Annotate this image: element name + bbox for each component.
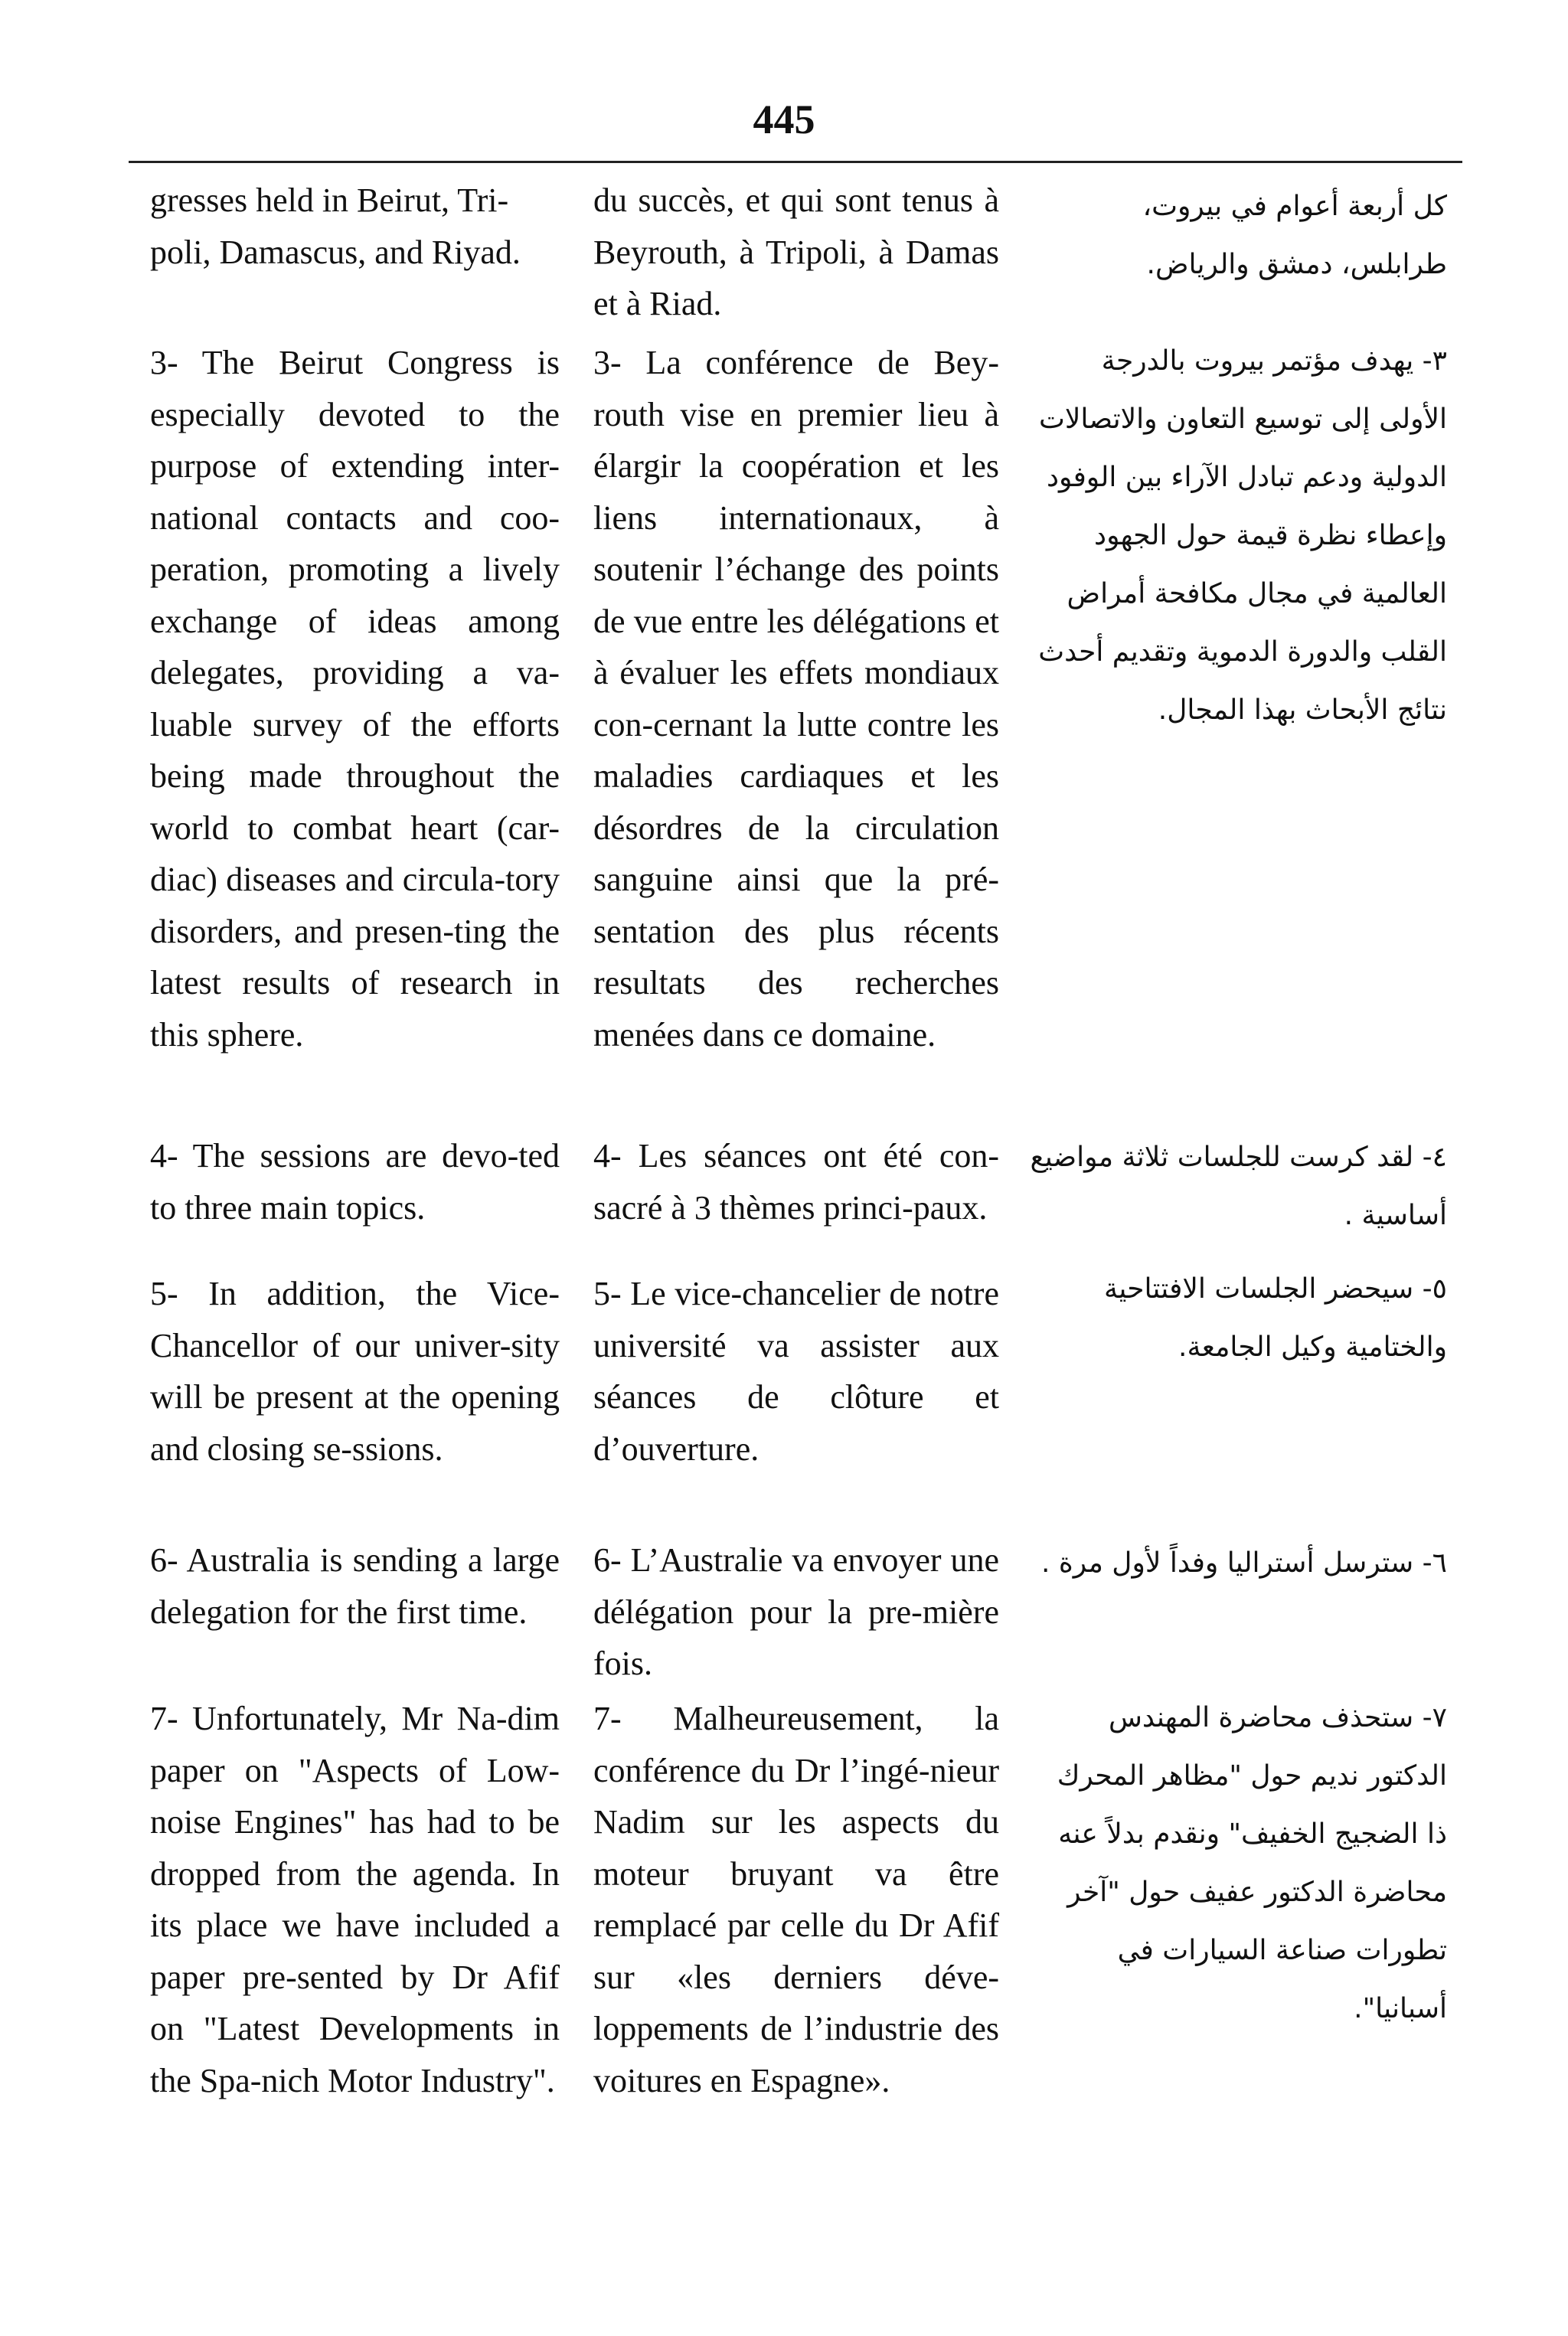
english-paragraph-5 (150, 1268, 560, 1475)
paragraph-text: ٣- يهدف مؤتمر بيروت بالدرجة الأولى إلى توسيع التعاون والاتصالات الدولية ودعم تبادل الآراء بين الوفود وإعطاء نظرة قيمة حول الجهود العالمية في مجال مكافحة أمراض القلب والدورة الدموية وتقديم أحدث نتائج الأبحاث بهذا المجال. (1038, 345, 1447, 726)
english-paragraph-4 (150, 1130, 560, 1233)
english-paragraph-continuation (150, 175, 560, 278)
paragraph-text: ٤- لقد كرست للجلسات ثلاثة مواضيع أساسية . (1030, 1142, 1447, 1231)
paragraph-text: 6- L’Australie va envoyer une délégation pour la pre-mière fois. (593, 1541, 999, 1682)
paragraph-text: 3- The Beirut Congress is especially devoted to the purpose of extending inter-national contacts and coo-peration, promoting a lively exchange of ideas among delegates, providing a va-luable survey of the efforts being made throughout the world to combat heart (car-diac) diseases and circula-tory disorders, and presen-ting the latest results of research in this sphere. (150, 344, 560, 1054)
paragraph-text: 7- Unfortunately, Mr Na-dim paper on "Aspects of Low-noise Engines" has had to be dropped from the agenda. In its place we have included a paper pre-sented by Dr Afif on "Latest Developments in the Spa-nich Motor Industry". (150, 1700, 560, 2099)
paragraph-text: 4- The sessions are devo-ted to three main topics. (150, 1137, 560, 1227)
french-paragraph-continuation (593, 175, 999, 330)
paragraph-text: كل أربعة أعوام في بيروت، طرابلس، دمشق والرياض. (1142, 191, 1447, 280)
arabic-paragraph-continuation (1030, 178, 1447, 294)
paragraph-text: gresses held in Beirut, Tri- poli, Damascus, and Riyad. (150, 181, 521, 271)
arabic-paragraph-3 (1030, 332, 1447, 740)
arabic-paragraph-6 (1030, 1534, 1447, 1593)
english-paragraph-3 (150, 337, 560, 1060)
french-paragraph-3 (593, 337, 999, 1060)
paragraph-text: ٥- سيحضر الجلسات الافتتاحية والختامية وكيل الجامعة. (1104, 1273, 1447, 1363)
french-paragraph-5 (593, 1268, 999, 1475)
paragraph-text: 5- In addition, the Vice-Chancellor of our univer-sity will be present at the opening and closing se-ssions. (150, 1275, 560, 1468)
paragraph-text: 4- Les séances ont été con-sacré à 3 thèmes princi-paux. (593, 1137, 999, 1227)
arabic-paragraph-7 (1030, 1689, 1447, 2038)
paragraph-text: ٧- ستحذف محاضرة المهندس الدكتور نديم حول "مظاهر المحرك ذا الضجيج الخفيف" ونقدم بدلاً عنه محاضرة الدكتور عفيف حول "آخر تطورات صناعة السيارات في أسبانيا". (1057, 1702, 1447, 2024)
french-paragraph-6 (593, 1534, 999, 1690)
paragraph-text: ٦- سترسل أستراليا وفداً لأول مرة . (1040, 1547, 1447, 1579)
arabic-paragraph-4 (1030, 1129, 1447, 1245)
english-paragraph-6 (150, 1534, 560, 1638)
arabic-paragraph-5 (1030, 1260, 1447, 1377)
paragraph-text: 3- La conférence de Bey-routh vise en premier lieu à élargir la coopération et les liens internationaux, à soutenir l’échange des points de vue entre les délégations et à évaluer les effets mondiaux con-cernant la lutte contre les maladies cardiaques et les désordres de la circulation sanguine ainsi que la pré-sentation des plus récents resultats des recherches menées dans ce domaine. (593, 344, 999, 1054)
english-paragraph-7 (150, 1693, 560, 2106)
paragraph-text: du succès, et qui sont tenus à Beyrouth, à Tripoli, à Damas et à Riad. (593, 181, 999, 322)
header-rule (129, 161, 1462, 163)
french-paragraph-7 (593, 1693, 999, 2106)
paragraph-text: 5- Le vice-chancelier de notre université va assister aux séances de clôture et d’ouverture. (593, 1275, 999, 1468)
french-paragraph-4 (593, 1130, 999, 1233)
page-number: 445 (753, 96, 815, 142)
paragraph-text: 6- Australia is sending a large delegation for the first time. (150, 1541, 560, 1631)
paragraph-text: 7- Malheureusement, la conférence du Dr l’ingé-nieur Nadim sur les aspects du moteur bruyant va être remplacé par celle du Dr Afif sur «les derniers déve-loppements de l’industrie des voitures en Espagne». (593, 1700, 999, 2099)
